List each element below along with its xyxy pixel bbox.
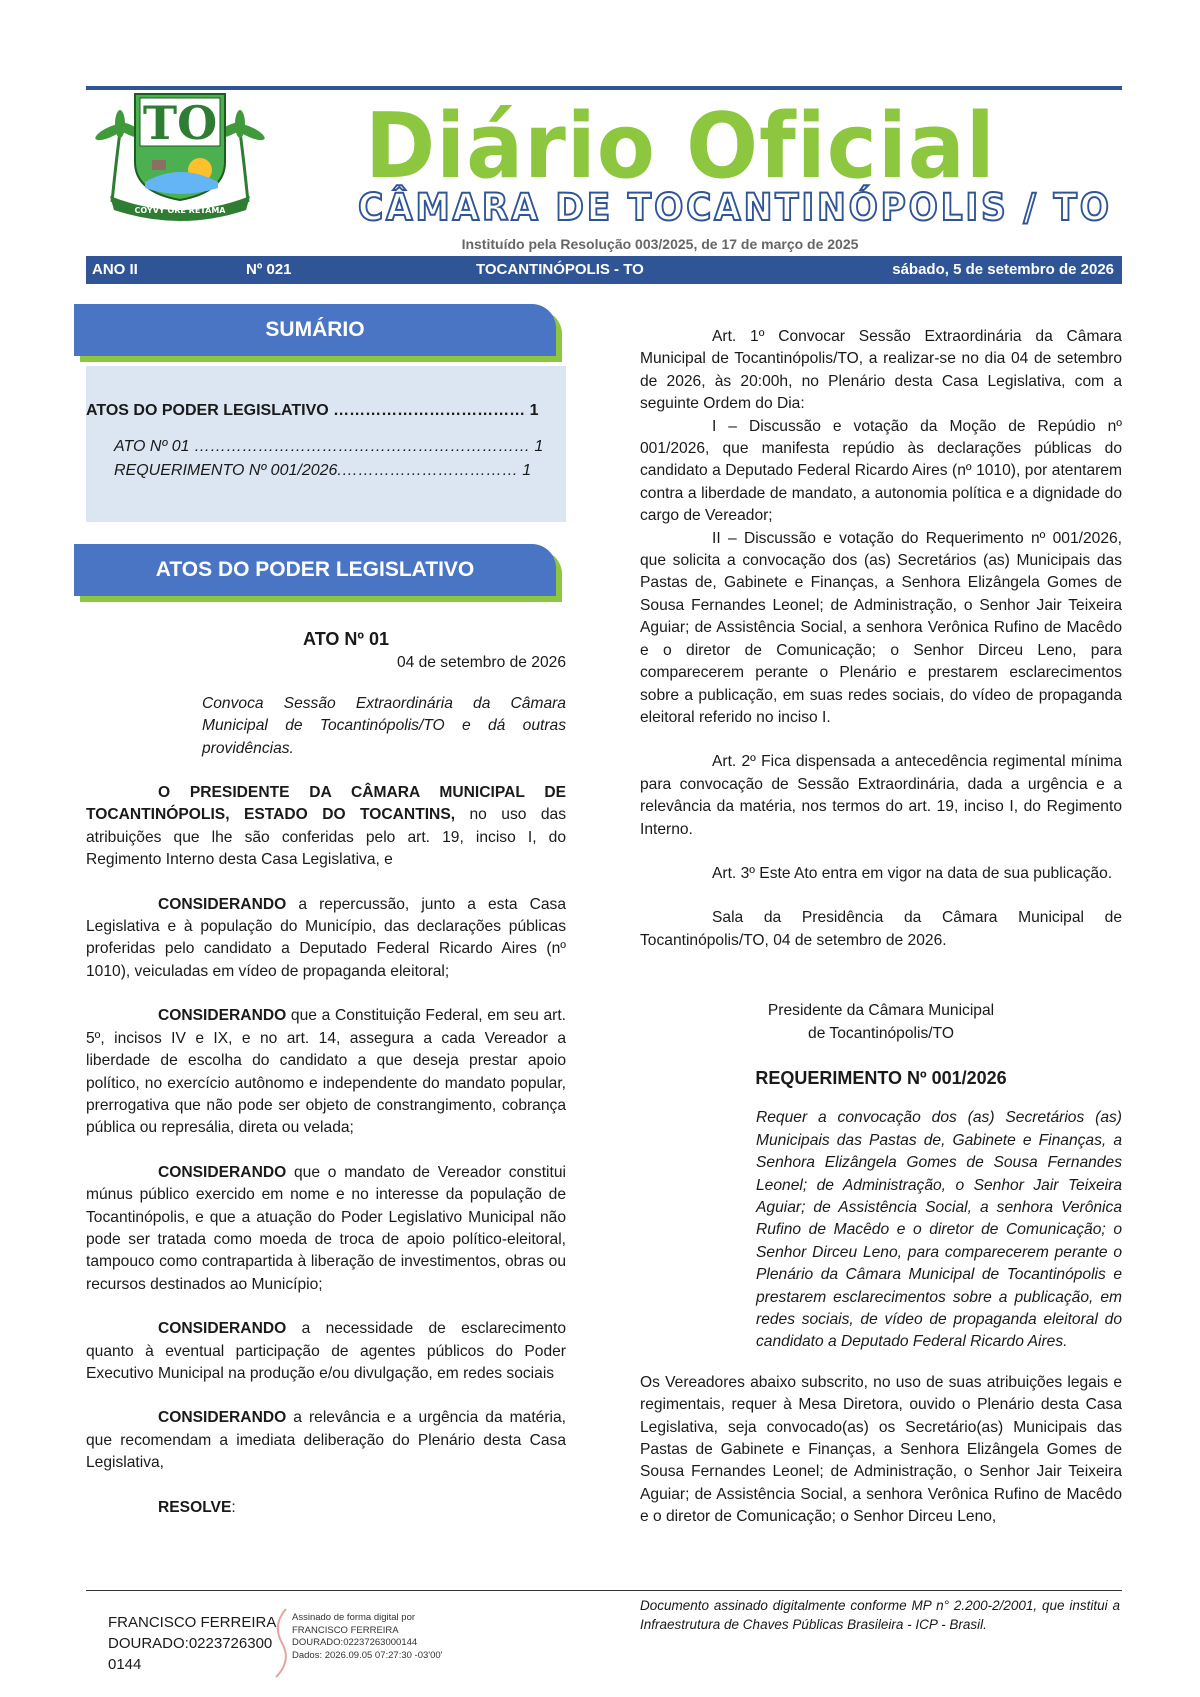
signer-title-2: de Tocantinópolis/TO (808, 1024, 954, 1042)
section-banner: ATOS DO PODER LEGISLATIVO (74, 544, 556, 596)
summary-box (86, 366, 566, 522)
considerando-label: CONSIDERANDO (158, 1163, 287, 1181)
summary-banner: SUMÁRIO (74, 304, 556, 356)
digital-signature-line: DOURADO:02237263000144 (292, 1637, 418, 1648)
ato-intro-bold: O PRESIDENTE DA CÂMARA MUNICIPAL DE TOCANTINÓPOLIS, ESTADO DO TOCANTINS, (86, 784, 566, 824)
signer-name-line: DOURADO:0223726300 (108, 1635, 273, 1652)
art-3: Art. 3º Este Ato entra em vigor na data de sua publicação. (712, 864, 1113, 882)
municipal-crest-icon (90, 92, 270, 222)
resolve-label: RESOLVE (158, 1498, 232, 1516)
chamber-subtitle: CÂMARA DE TOCANTINÓPOLIS / TO (358, 186, 1112, 229)
right-column (640, 326, 1122, 1529)
summary-item-atos[interactable]: ATOS DO PODER LEGISLATIVO ……………………………… 1 (86, 402, 539, 419)
considerando-label: CONSIDERANDO (158, 1409, 287, 1427)
considerando-label: CONSIDERANDO (158, 895, 287, 913)
requerimento-title: REQUERIMENTO Nº 001/2026 (755, 1067, 1007, 1088)
considerando-2 (86, 1005, 566, 1139)
considerando-4 (86, 1318, 566, 1385)
edition-info-bar (86, 256, 1122, 284)
considerando-text: a necessidade de esclarecimento quanto à eventual participação de agentes públicos do Poder Executivo Municipal na produção e/ou divulgação, em redes sociais (86, 1320, 566, 1382)
crest-letters: TO (142, 96, 218, 150)
signer-name-line: 0144 (108, 1656, 142, 1673)
considerando-text: a repercussão, junto a esta Casa Legislativa e à população do Município, das declarações públicas proferidas pelo candidato a Deputado Federal Ricardo Aires (nº 1010), veiculadas em vídeo de propaganda eleitoral; (86, 895, 566, 980)
edition-place: TOCANTINÓPOLIS - TO (476, 261, 644, 278)
signer-title-1: Presidente da Câmara Municipal (767, 1002, 995, 1020)
order-item-1: I – Discussão e votação da Moção de Repúdio nº 001/2026, que manifesta repúdio às declarações públicas do candidato a Deputado Federal Ricardo Aires (nº 1010), por atentarem contra a liberdade de mandato, a autonomia política e a dignidade do cargo de Vereador; (640, 417, 1122, 525)
art-1: Art. 1º Convocar Sessão Extraordinária da Câmara Municipal de Tocantinópolis/TO, a realizar-se no dia 04 de setembro de 2026, às 20:00h, no Plenário desta Casa Legislativa, com a seguinte Ordem do Dia: (640, 328, 1122, 413)
requerimento-ementa: Requer a convocação dos (as) Secretários (as) Municipais das Pastas de, Gabinete e Finanças, a Senhora Elizângela Gomes de Sousa Fernandes Leonel; de Administração, o Senhor Jair Teixeira Aguiar; de Assistência Social, a senhora Verônica Rufino de Macêdo e o diretor de Comunicação; o Senhor Dirceu Leno, para comparecerem perante o Plenário da Câmara Municipal de Tocantinópolis e prestarem esclarecimentos sobre a publicação, em redes sociais, de vídeo de propaganda eleitoral do candidato a Deputado Federal Ricardo Aires. (756, 1109, 1122, 1351)
considerando-1 (86, 894, 566, 984)
considerando-5 (86, 1407, 566, 1474)
requerimento-body: Os Vereadores abaixo subscrito, no uso de suas atribuições legais e regimentais, requer à Mesa Diretora, ouvido o Plenário desta Casa Legislativa, seja convocado(as) os Secretário(as) Municipais das Pastas de Gabinete e Finanças, a Senhora Elizângela Gomes de Sousa Fernandes Leonel; de Administração, o Senhor Jair Teixeira Aguiar; de Assistência Social, a senhora Verônica Rufino de Macêdo e o diretor de Comunicação; o Senhor Dirceu Leno, (640, 1373, 1122, 1526)
considerando-label: CONSIDERANDO (158, 1320, 287, 1338)
summary-item-ato-01[interactable]: ATO Nº 01 ……………………………………………………… 1 (114, 438, 544, 455)
signer-name-line: FRANCISCO FERREIRA (108, 1614, 277, 1631)
resolve-colon: : (231, 1498, 236, 1516)
digital-signature-line: FRANCISCO FERREIRA (292, 1624, 399, 1636)
digital-signature-note: Documento assinado digitalmente conforme MP n° 2.200-2/2001, que institui a Infraestrutura de Chaves Públicas Brasileira - ICP - Brasil. (640, 1598, 1120, 1632)
footer-rule (86, 1590, 1122, 1591)
art-2: Art. 2º Fica dispensada a antecedência regimental mínima para convocação de Sessão Extraordinária, dada a urgência e a relevância da matéria, nos termos do art. 19, inciso I, do Regimento Interno. (640, 753, 1122, 838)
edition-year: ANO II (92, 261, 138, 278)
ato-ementa: Convoca Sessão Extraordinária da Câmara Municipal de Tocantinópolis/TO e dá outras providências. (202, 694, 566, 757)
gazette-title: Diário Oficial (365, 94, 996, 199)
closing-place-date: Sala da Presidência da Câmara Municipal de Tocantinópolis/TO, 04 de setembro de 2026. (640, 909, 1122, 949)
digital-signature-details (292, 1612, 442, 1662)
ato-intro-rest: no uso das atribuições que lhe são conferidas pelo art. 19, inciso I, do Regimento Interno desta Casa Legislativa, e (86, 806, 566, 869)
ato-intro (86, 782, 566, 872)
instituted-note: Instituído pela Resolução 003/2025, de 17 de março de 2025 (461, 236, 859, 252)
edition-date: sábado, 5 de setembro de 2026 (892, 261, 1114, 278)
left-column (86, 628, 566, 1519)
considerando-text: que o mandato de Vereador constitui múnus público exercido em nome e no interesse da população de Tocantinópolis, e que a atuação do Poder Legislativo Municipal não pode ser tratada como moeda de troca de apoio político-eleitoral, tampouco como contrapartida à liberação de investimentos, obras ou recursos destinados ao Município; (86, 1163, 566, 1293)
ato-date: 04 de setembro de 2026 (396, 654, 566, 672)
header-top-rule (86, 86, 1122, 90)
considerando-3 (86, 1162, 566, 1296)
considerando-text: que a Constituição Federal, em seu art. 5º, incisos IV e IX, e no art. 14, assegura a cada Vereador a liberdade de escolha do candidato a que deseja prestar apoio político, no exercício autônomo e independente do mandato popular, prerrogativa que não pode ser objeto de constrangimento, cobrança pública ou represália, direta ou velada; (86, 1007, 566, 1137)
considerando-label: CONSIDERANDO (158, 1007, 287, 1025)
summary-item-requerimento[interactable]: REQUERIMENTO Nº 001/2026.…………………………… 1 (114, 462, 532, 479)
order-item-2: II – Discussão e votação do Requerimento nº 001/2026, que solicita a convocação dos (as) Secretários (as) Municipais das Pastas de, Gabinete e Finanças, a Senhora Elizângela Gomes de Sousa Fernandes Leonel; de Administração, o Senhor Jair Teixeira Aguiar; de Assistência Social, a senhora Verônica Rufino de Macêdo e o diretor de Comunicação; o Senhor Dirceu Leno, para comparecerem perante o Plenário e prestarem esclarecimentos sobre a publicação, em suas redes sociais, do vídeo de propaganda eleitoral referido no inciso I. (640, 529, 1122, 726)
digital-signature-line: Dados: 2026.09.05 07:27:30 -03'00' (292, 1649, 443, 1661)
edition-number: Nº 021 (246, 261, 292, 278)
digital-signer-name (108, 1612, 276, 1675)
digital-signature-line: Assinado de forma digital por (292, 1612, 416, 1623)
crest-motto: COYVY ORE RETAMA (134, 206, 226, 215)
considerando-text: a relevância e a urgência da matéria, que recomendam a imediata deliberação do Plenário desta Casa Legislativa, (86, 1409, 566, 1472)
ato-title: ATO Nº 01 (303, 629, 389, 649)
resolve (86, 1497, 566, 1519)
